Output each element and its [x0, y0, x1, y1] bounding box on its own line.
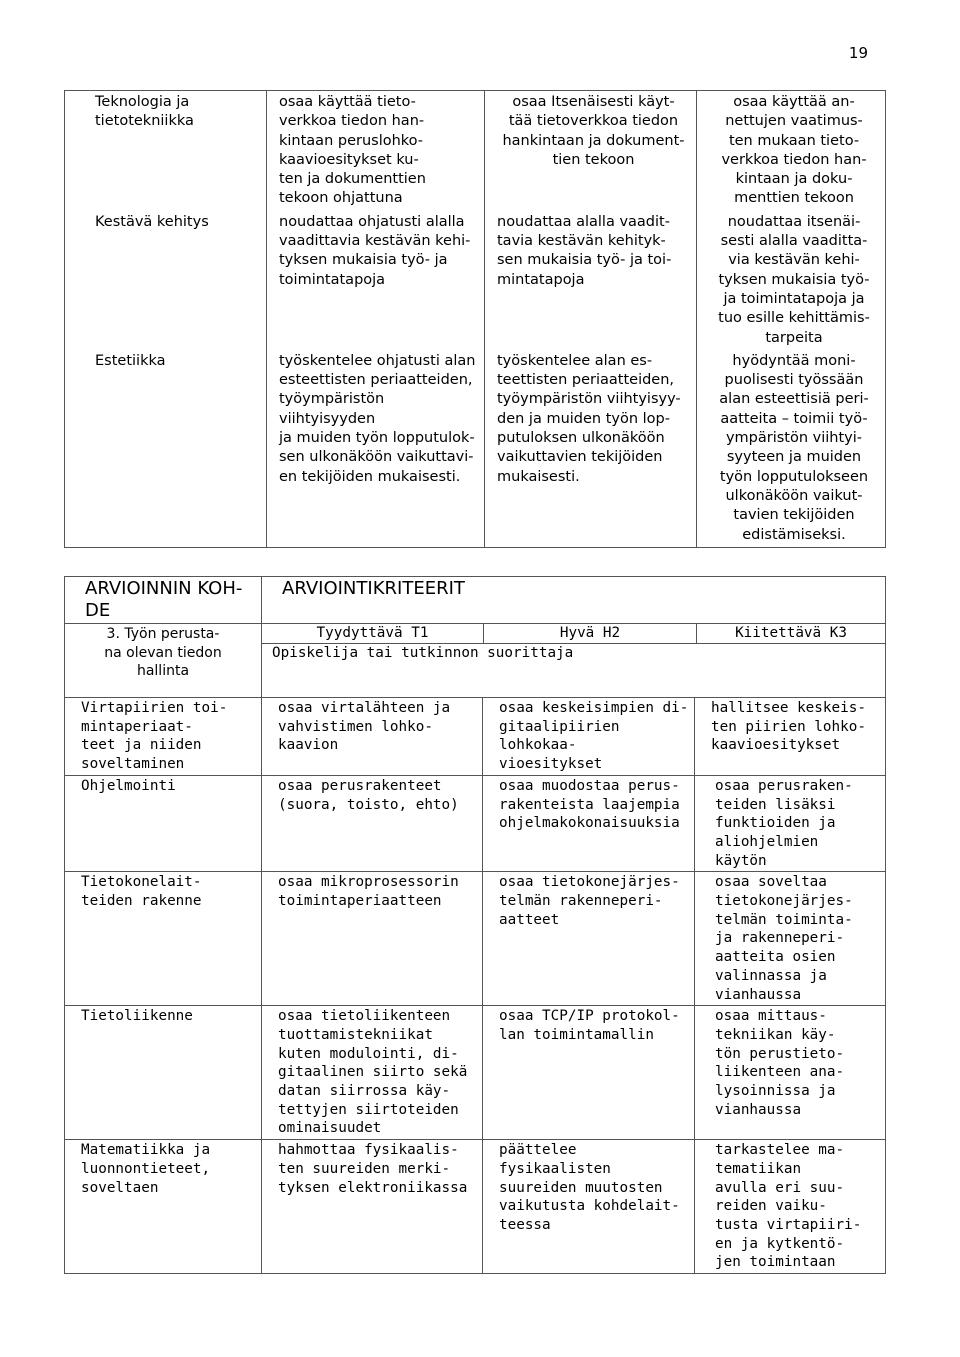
criteria-k3: hallitsee keskeis- ten piirien lohko- kaavioesitykset	[711, 700, 866, 754]
assessment-criteria-table	[64, 576, 886, 1274]
criteria-k3: osaa soveltaa tietokonejärjes- telmän toiminta- ja rakenneperi- aatteita osien valinnassa ja vianhaussa	[715, 874, 853, 1003]
table-row	[65, 350, 886, 547]
criteria-h2: osaa Itsenäisesti käyt- tää tietoverkkoa tiedon hankintaan ja dokument- tien tekoon	[502, 94, 685, 168]
table-row	[65, 91, 886, 211]
assessment-criteria-heading: ARVIOINTIKRITEERIT	[282, 578, 465, 599]
criteria-h2: osaa tietokonejärjes- telmän rakenneperi- aatteet	[499, 874, 680, 928]
criteria-h2: osaa muodostaa perus- rakenteista laajempia ohjelmakokonaisuuksia	[499, 777, 680, 832]
criteria-t1: noudattaa ohjatusti alalla vaadittavia kestävän kehi- tyksen mukaisia työ- ja toimintatapoja	[279, 213, 471, 288]
page-number: 19	[848, 44, 868, 62]
row-label: Teknologia ja tietotekniikka	[95, 94, 194, 130]
row-label: Ohjelmointi	[81, 777, 176, 794]
row-label: Matematiikka ja luonnontieteet, soveltaen	[81, 1142, 211, 1196]
subtitle: Opiskelija tai tutkinnon suorittaja	[272, 644, 574, 661]
row-label: Estetiikka	[95, 352, 166, 369]
table-row	[65, 211, 886, 350]
subject-label: 3. Työn perusta- na olevan tiedon hallinta	[104, 626, 222, 680]
criteria-h2: osaa TCP/IP protokol- lan toimintamallin	[499, 1008, 680, 1043]
criteria-t1: osaa perusrakenteet (suora, toisto, ehto)	[278, 777, 459, 813]
header-row	[65, 577, 886, 624]
criteria-t1: osaa mikroprosessorin toimintaperiaatteen	[278, 874, 459, 910]
row-label: Kestävä kehitys	[95, 213, 209, 230]
assessment-target-heading: ARVIOINNIN KOH- DE	[85, 578, 243, 621]
criteria-h2: osaa keskeisimpien di- gitaalipiirien lohkokaa- vioesitykset	[499, 700, 689, 773]
criteria-t1: työskentelee ohjatusti alan esteettisten periaatteiden, työympäristön viihtyisyyden ja muiden työn lopputulok- sen ulkonäköön vaikuttavi- en tekijöiden mukaisesti.	[279, 352, 476, 485]
criteria-h2: työskentelee alan es- teettisten periaatteiden, työympäristön viihtyisyy- den ja muiden työn lop- putuloksen ulkonäköön vaikuttavien tekijöiden mukaisesti.	[497, 352, 681, 485]
criteria-k3: hyödyntää moni- puolisesti työssään alan esteettisiä peri- aatteita – toimii työ- ympäristön viihtyi- syyteen ja muiden työn lopputulokseen ulkonäköön vaikut- tavien tekijöiden edistämiseksi.	[719, 352, 869, 543]
table-row	[65, 775, 886, 872]
criteria-k3: osaa käyttää an- nettujen vaatimus- ten mukaan tieto- verkkoa tiedon han- kintaan ja doku- menttien tekoon	[721, 94, 867, 207]
criteria-h2: noudattaa alalla vaadit- tavia kestävän kehityk- sen mukaisia työ- ja toi- mintatapoja	[497, 213, 672, 288]
criteria-k3: osaa perusraken- teiden lisäksi funktioiden ja aliohjelmien käytön	[715, 777, 853, 869]
table-row	[65, 1140, 886, 1274]
criteria-k3: noudattaa itsenäi- sesti alalla vaaditta- via kestävän kehi- tyksen mukaisia työ- ja toimintatapoja ja tuo esille kehittämis- tarpeita	[718, 213, 870, 346]
competence-table-continued	[64, 90, 886, 548]
criteria-t1: osaa tietoliikenteen tuottamistekniikat kuten modulointi, di- gitaalinen siirto sekä datan siirrossa käy- tettyjen siirtoteiden ominaisuudet	[278, 1008, 468, 1137]
criteria-t1: osaa virtalähteen ja vahvistimen lohko- kaavion	[278, 700, 451, 754]
table-row	[65, 1006, 886, 1140]
level-h2: Hyvä H2	[484, 624, 697, 643]
row-label: Tietoliikenne	[81, 1008, 193, 1025]
criteria-h2: päättelee fysikaalisten suureiden muutosten vaikutusta kohdelait- teessa	[499, 1142, 680, 1233]
criteria-k3: osaa mittaus- tekniikan käy- tön perustieto- liikenteen ana- lysoinnissa ja vianhaussa	[715, 1008, 845, 1118]
row-label: Tietokonelait- teiden rakenne	[81, 874, 202, 910]
level-k3: Kiitettävä K3	[735, 625, 847, 641]
row-label: Virtapiirien toi- mintaperiaat- teet ja niiden soveltaminen	[81, 700, 228, 773]
table-row	[65, 872, 886, 1006]
subject-row	[65, 624, 886, 698]
criteria-t1: hahmottaa fysikaalis- ten suureiden merki- tyksen elektroniikassa	[278, 1142, 468, 1196]
criteria-t1: osaa käyttää tieto- verkkoa tiedon han- kintaan peruslohko- kaavioesitykset ku- ten ja dokumenttien tekoon ohjattuna	[279, 94, 426, 207]
criteria-k3: tarkastelee ma- tematiikan avulla eri suu- reiden vaiku- tusta virtapiiri- en ja kytkentö- jen toimintaan	[715, 1142, 862, 1271]
level-t1: Tyydyttävä T1	[262, 624, 484, 643]
table-row	[65, 698, 886, 776]
